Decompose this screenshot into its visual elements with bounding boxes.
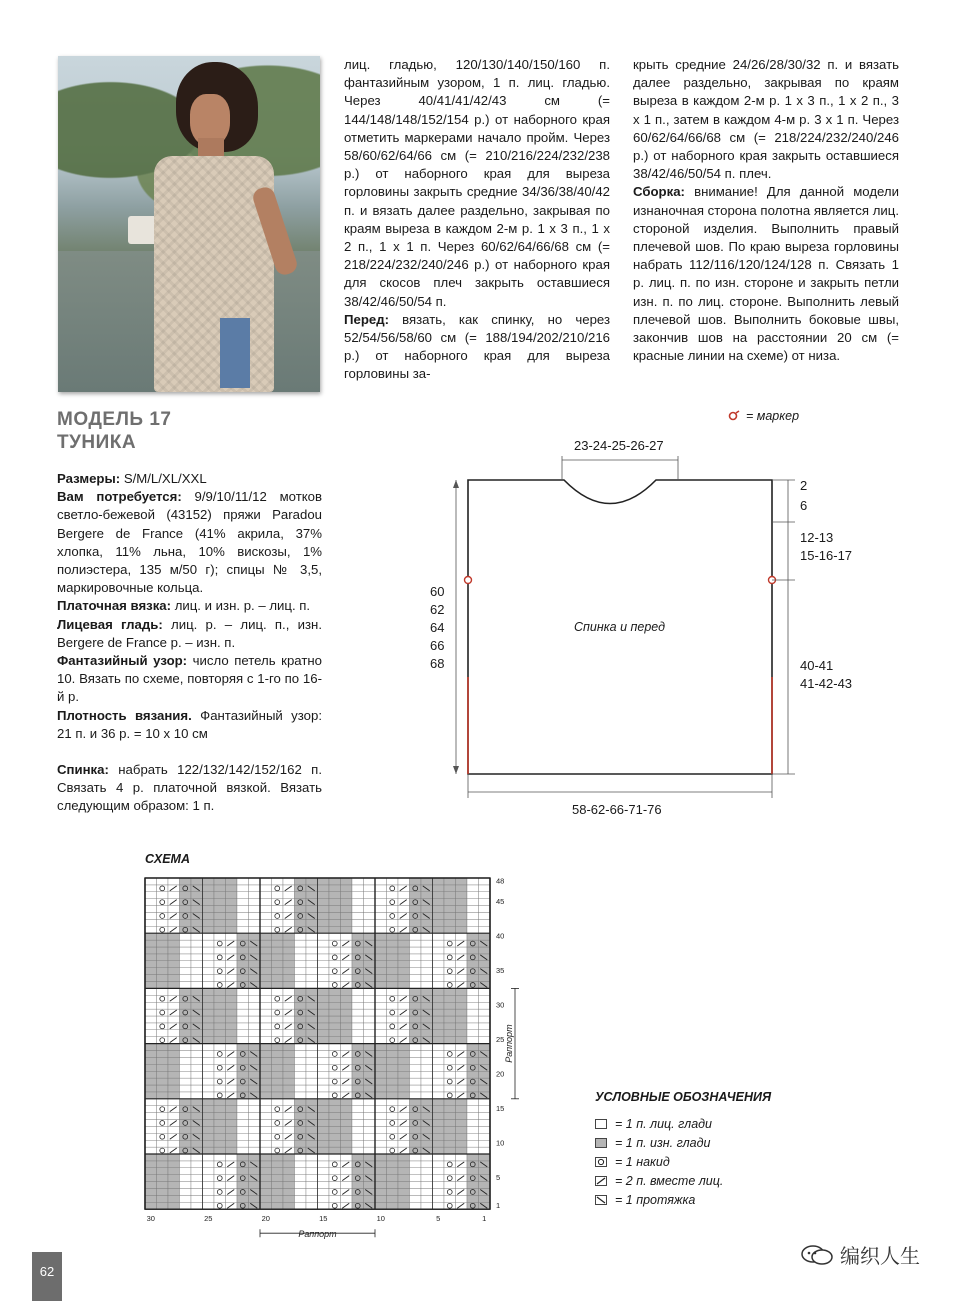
- legend-item-purl: = 1 п. изн. глади: [595, 1133, 771, 1152]
- schematic-center-label: Спинка и перед: [574, 620, 665, 634]
- text-column-3: [633, 56, 899, 365]
- front-continued-paragraph: крыть средние 24/26/28/30/32 п. и вязать далее раздельно, закрывая по краям выреза в каждом 2-м р. 1 x 3 п., 1 x 2 п., 3 x 1 п., затем в каждом 4-м р. 3 x 1 п. Через 60/62/64/66/68 см (= 218/224/232/240/246 р.) от наборного края закрыть оставшиеся 38/42/46/50/54 п. плеч.: [633, 57, 899, 182]
- model-photo: [58, 56, 320, 392]
- marker-icon: [728, 410, 740, 422]
- chart-col-label: 5: [436, 1214, 441, 1224]
- materials-paragraph: Вам потребуется: 9/9/10/11/12 мотков светло-бежевой (43152) пряжи Paradou Bergere de France (41% акрила, 37% хлопка, 11% льна, 10% вискозы, 1% полиэстера, 135 м/50 г); спицы № 3,5, маркировочные кольца.: [57, 489, 322, 596]
- chart-col-label: 20: [261, 1214, 270, 1224]
- chart-row-label: 15: [496, 1104, 505, 1114]
- knit-symbol-icon: [595, 1119, 607, 1129]
- side-length-label-2: 41-42-43: [800, 676, 853, 691]
- scheme-title: СХЕМА: [145, 852, 190, 866]
- chart-col-label: 1: [482, 1214, 487, 1224]
- chart-col-label: 10: [376, 1214, 385, 1224]
- sizes-paragraph: Размеры: S/M/L/XL/XXL: [57, 471, 207, 486]
- gauge-paragraph: Плотность вязания. Фантазийный узор: 21 п. и 36 р. = 10 x 10 см: [57, 707, 322, 741]
- fancy-pattern-paragraph: Фантазийный узор: число петель кратно 10. Вязать по схеме, повторяя с 1-го по 16-й р.: [57, 653, 322, 705]
- assembly-paragraph: Сборка: внимание! Для данной модели изнаночная сторона полотна является лиц. стороной изделия. Выполнить правый плечевой шов. По краю выреза горловины набрать 112/116/120/124/128 п. Связать 1 р. лиц. п. по изн. стороне и закрыть петли изн. п. по лиц. стороне. Выполнить левый плечевой шов. Выполнить боковые швы, закончив шов на расстоянии 20 см (= красные линии на схеме) от низа.: [633, 184, 899, 364]
- chart-col-label: 30: [146, 1214, 155, 1224]
- symbol-legend: [595, 1090, 771, 1209]
- legend-item-yarn-over: = 1 накид: [595, 1152, 771, 1171]
- chart-repeat-label: Раппорт: [298, 1229, 337, 1240]
- yarn-over-icon: [595, 1157, 607, 1167]
- model-title: [57, 408, 171, 454]
- chart-vertical-repeat-label: Раппорт: [504, 1024, 514, 1063]
- chart-row-label: 40: [496, 931, 505, 941]
- model-name: ТУНИКА: [57, 432, 137, 453]
- ssk-icon: [595, 1195, 607, 1205]
- stockinette-paragraph: Лицевая гладь: лиц. р. – лиц. п., изн. Bergere de France р. – изн. п.: [57, 616, 322, 650]
- chart-row-label: 1: [496, 1200, 501, 1210]
- total-length-label-1: 60: [430, 584, 445, 599]
- shoulder-height-label-2: 6: [800, 498, 808, 513]
- bottom-width-label: 58-62-66-71-76: [572, 802, 662, 817]
- armhole-label-2: 15-16-17: [800, 548, 853, 563]
- marker-legend: [728, 409, 799, 423]
- neck-width-label: 23-24-25-26-27: [574, 438, 664, 453]
- chart-row-label: 35: [496, 966, 505, 976]
- purl-symbol-icon: [595, 1138, 607, 1148]
- text-column-2: [344, 56, 610, 384]
- front-paragraph: Перед: вязать, как спинку, но через 52/54/56/58/60 см (= 188/194/202/210/216 р.) от наборного края для выреза горловины за-: [344, 311, 610, 382]
- chart-row-label: 30: [496, 1000, 505, 1010]
- text-column-1: [57, 470, 322, 816]
- garter-paragraph: Платочная вязка: лиц. и изн. р. – лиц. п.: [57, 598, 311, 614]
- chart-row-label: 45: [496, 897, 505, 907]
- page-number: 62: [32, 1252, 62, 1301]
- total-length-label-3: 64: [430, 620, 445, 635]
- chat-bubble-icon: [800, 1243, 834, 1267]
- chart-row-label: 25: [496, 1035, 505, 1045]
- legend-item-ssk: = 1 протяжка: [595, 1190, 771, 1209]
- legend-title: УСЛОВНЫЕ ОБОЗНАЧЕНИЯ: [595, 1090, 772, 1104]
- knitting-chart-grid: [130, 870, 530, 1240]
- chart-row-label: 48: [496, 876, 505, 886]
- back-paragraph: Спинка: набрать 122/132/142/152/162 п. Связать 4 р. платочной вязкой. Вязать следующим образом: 1 п.: [57, 762, 322, 814]
- legend-item-k2tog: = 2 п. вместе лиц.: [595, 1171, 771, 1190]
- shoulder-height-label-1: 2: [800, 478, 808, 493]
- watermark: [800, 1240, 920, 1269]
- back-continued-paragraph: лиц. гладью, 120/130/140/150/160 п. фантазийным узором, 1 п. лиц. гладью. Через 40/41/41/42/43 см (= 144/148/148/152/154 р.) от наборного края отметить маркерами начало пройм. Через 58/60/62/64/66 см (= 210/216/224/232/238 р.) от наборного края для выреза горловины закрыть средние 34/36/38/40/42 п. и вязать далее раздельно, закрывая по краям выреза в каждом 2-м р. 1 x 3 п., 1 x 2 п., 1 x 1 п. Через 60/62/64/66/68 см (= 218/224/232/240/246 р.) от наборного края для скосов плеч закрыть оставшиеся 38/42/46/50/54 п.: [344, 57, 610, 309]
- chart-row-label: 5: [496, 1173, 501, 1183]
- chart-col-label: 15: [319, 1214, 328, 1224]
- chart-row-label: 20: [496, 1069, 505, 1079]
- total-length-label-4: 66: [430, 638, 445, 653]
- armhole-label-1: 12-13: [800, 530, 834, 545]
- legend-item-knit: = 1 п. лиц. глади: [595, 1114, 771, 1133]
- watermark-text: 编织人生: [840, 1246, 920, 1268]
- chart-row-label: 10: [496, 1138, 505, 1148]
- total-length-label-5: 68: [430, 656, 445, 671]
- chart-col-label: 25: [204, 1214, 213, 1224]
- knitting-chart: [130, 870, 530, 1240]
- garment-schematic: [420, 432, 870, 822]
- marker-legend-text: = маркер: [746, 409, 800, 423]
- total-length-label-2: 62: [430, 602, 445, 617]
- side-length-label-1: 40-41: [800, 658, 834, 673]
- k2tog-icon: [595, 1176, 607, 1186]
- model-number: МОДЕЛЬ 17: [57, 409, 172, 430]
